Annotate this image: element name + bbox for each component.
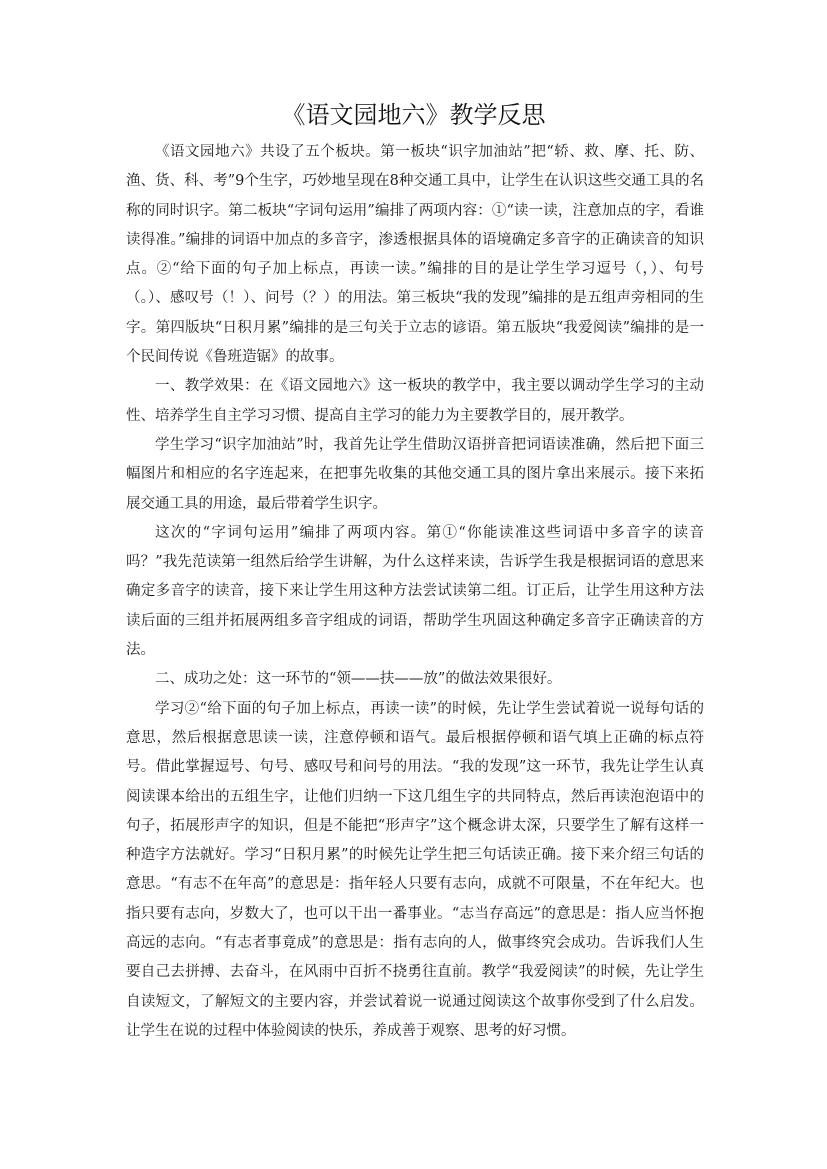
paragraph-word-usage: 这次的“字词句运用”编排了两项内容。第①“你能读准这些词语中多音字的读音吗？”我先范读第一组然后给学生讲解，为什么这样来读，告诉学生我是根据词语的意思来确定多音字的读音，接下来让学生用这种方法尝试读第二组。订正后，让学生用这种方法读后面的三组并拓展两组多音字组成的词语，帮助学生巩固这种确定多音字正确读音的方法。 bbox=[126, 524, 704, 659]
document-title: 《语文园地六》教学反思 bbox=[281, 101, 546, 129]
paragraph-intro: 《语文园地六》共设了五个板块。第一板块“识字加油站”把“轿、救、摩、托、防、渔、货、科、考”9个生字，巧妙地呈现在8种交通工具中，让学生在认识这些交通工具的名称的同时识字。第二板块“字词句运用”编排了两项内容：①“读一读，注意加点的字，看谁读得准。”编排的词语中加点的多音字，渗透根据具体的语境确定多音字的正确读音的知识点。②“给下面的句子加上标点，再读一读。”编排的目的是让学生学习逗号（，）、句号（。）、感叹号（！）、问号（？）的用法。第三板块“我的发现”编排的是五组声旁相同的生字。第四版块“日积月累”编排的是三句关于立志的谚语。第五版块“我爱阅读”编排的是一个民间传说《鲁班造锯》的故事。 bbox=[126, 144, 704, 366]
paragraph-punctuation-and-reading: 学习②“给下面的句子加上标点，再读一读”的时候，先让学生尝试着说一说每句话的意思，然后根据意思读一读，注意停顿和语气。最后根据停顿和语气填上正确的标点符号。借此掌握逗号、句号、感叹号和问号的用法。“我的发现”这一环节，我先让学生认真阅读课本给出的五组生字，让他们归纳一下这几组生字的共同特点，然后再读泡泡语中的句子，拓展形声字的知识，但是不能把“形声字”这个概念讲太深，只要学生了解有这样一种造字方法就好。学习“日积月累”的时候先让学生把三句话读正确。接下来介绍三句话的意思。“有志不在年高”的意思是：指年轻人只要有志向，成就不可限量，不在年纪大。也指只要有志向，岁数大了，也可以干出一番事业。“志当存高远”的意思是：指人应当怀抱高远的志向。“有志者事竟成”的意思是：指有志向的人，做事终究会成功。告诉我们人生要自己去拼搏、去奋斗，在风雨中百折不挠勇往直前。教学“我爱阅读”的时候，先让学生自读短文，了解短文的主要内容，并尝试着说一说通过阅读这个故事你受到了什么启发。让学生在说的过程中体验阅读的快乐，养成善于观察、思考的好习惯。 bbox=[126, 700, 704, 1039]
paragraph-literacy-station: 学生学习“识字加油站”时，我首先让学生借助汉语拼音把词语读准确，然后把下面三幅图片和相应的名字连起来，在把事先收集的其他交通工具的图片拿出来展示。接下来拓展交通工具的用途，最后带着学生识字。 bbox=[126, 436, 704, 512]
paragraph-success: 二、成功之处：这一环节的“领——扶——放”的做法效果很好。 bbox=[155, 671, 562, 688]
document-body bbox=[126, 138, 704, 1046]
paragraph-teaching-effect: 一、教学效果：在《语文园地六》这一板块的教学中，我主要以调动学生学习的主动性、培养学生自主学习习惯、提高自主学习的能力为主要教学目的，展开教学。 bbox=[126, 378, 704, 424]
